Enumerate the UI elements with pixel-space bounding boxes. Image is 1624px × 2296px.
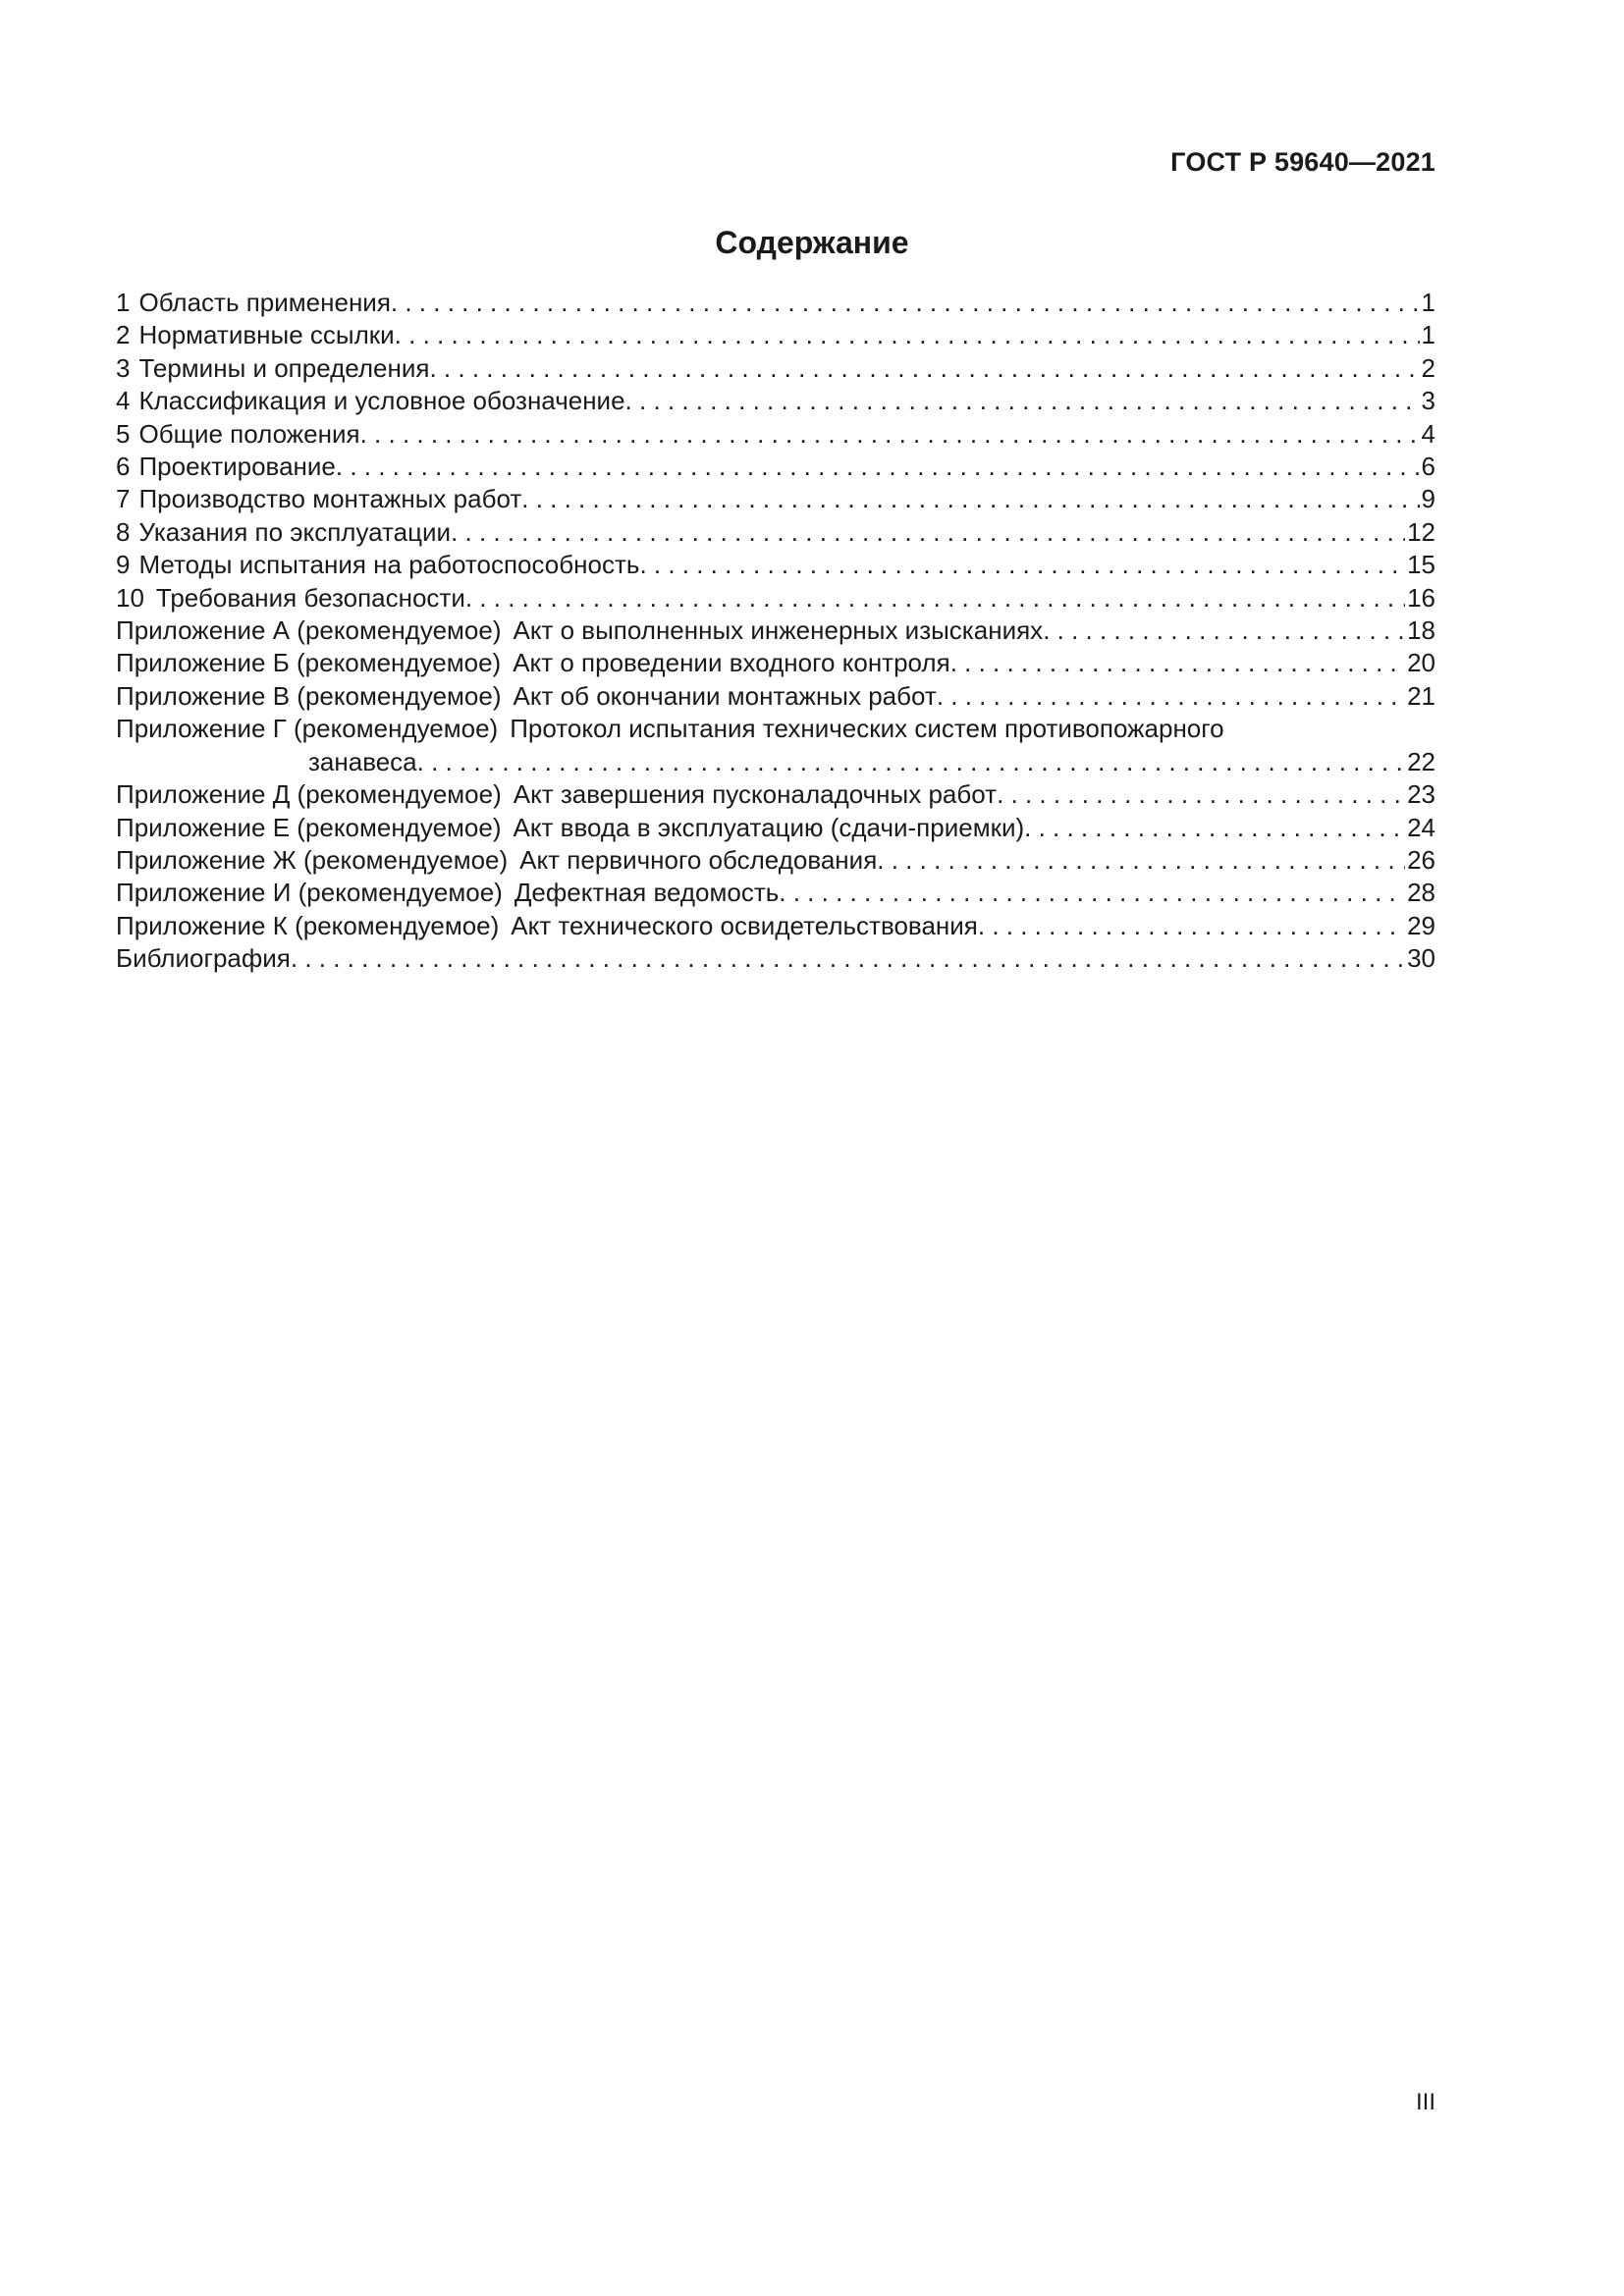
toc-entry-text: Приложение К (рекомендуемое) Акт технического освидетельствования	[116, 910, 978, 940]
toc-leader-dots	[521, 483, 1419, 515]
toc-leader-dots	[465, 582, 1405, 614]
toc-leader-dots	[391, 287, 1420, 319]
toc-entry-text: 8 Указания по эксплуатации	[116, 516, 452, 547]
page-number: III	[1415, 2089, 1435, 2115]
toc-entry-appendix-g[interactable]	[116, 713, 1435, 778]
toc-entry-section-10[interactable]	[116, 582, 1435, 614]
toc-page-number: 16	[1407, 582, 1435, 613]
toc-entry-section-4[interactable]	[116, 385, 1435, 417]
toc-entry-text: 2 Нормативные ссылки	[116, 320, 395, 350]
toc-entry-appendix-i[interactable]	[116, 877, 1435, 909]
toc-entry-text: 10 Требования безопасности	[116, 582, 465, 613]
toc-leader-dots	[291, 942, 1405, 975]
toc-entry-section-9[interactable]	[116, 549, 1435, 581]
toc-entry-text: Библиография	[116, 943, 291, 974]
toc-leader-dots	[417, 746, 1405, 778]
toc-entry-appendix-k[interactable]	[116, 910, 1435, 942]
toc-entry-section-1[interactable]	[116, 287, 1435, 319]
toc-entry-text: Приложение Г (рекомендуемое) Протокол испытания технических систем противопожарного	[116, 714, 1224, 744]
toc-leader-dots	[937, 680, 1405, 713]
toc-page-number: 22	[1407, 746, 1435, 776]
toc-page-number: 29	[1407, 910, 1435, 940]
toc-page-number: 6	[1421, 452, 1435, 482]
toc-page-number: 12	[1407, 516, 1435, 547]
toc-entry-text: Приложение Б (рекомендуемое) Акт о проведении входного контроля	[116, 648, 950, 678]
toc-page-number: 30	[1407, 943, 1435, 974]
toc-page-number: 24	[1407, 812, 1435, 842]
toc-entry-section-2[interactable]	[116, 319, 1435, 351]
toc-leader-dots	[877, 844, 1405, 877]
toc-title: Содержание	[715, 225, 909, 260]
toc-entry-section-5[interactable]	[116, 418, 1435, 451]
toc-entry-text: Приложение И (рекомендуемое) Дефектная ведомость	[116, 878, 780, 908]
toc-page-number: 4	[1421, 418, 1435, 449]
toc-leader-dots	[779, 877, 1405, 909]
table-of-contents	[116, 287, 1435, 976]
toc-entry-text: Приложение Д (рекомендуемое) Акт завершения пусконаладочных работ	[116, 779, 998, 810]
toc-page-number: 1	[1421, 288, 1435, 317]
toc-leader-dots	[336, 451, 1420, 483]
toc-entry-text: Приложение Ж (рекомендуемое) Акт первичного обследования	[116, 844, 878, 875]
toc-leader-dots	[625, 385, 1420, 417]
toc-entry-text: Приложение Е (рекомендуемое) Акт ввода в эксплуатацию (сдачи-приемки)	[116, 812, 1025, 842]
toc-page-number: 2	[1421, 352, 1435, 383]
toc-entry-appendix-a[interactable]	[116, 614, 1435, 647]
toc-entry-text: 3 Термины и определения	[116, 352, 430, 383]
toc-page-number: 3	[1421, 386, 1435, 416]
toc-entry-appendix-v[interactable]	[116, 680, 1435, 713]
toc-entry-section-7[interactable]	[116, 483, 1435, 515]
toc-entry-appendix-d[interactable]	[116, 778, 1435, 811]
toc-page-number: 9	[1421, 484, 1435, 514]
document-code: ГОСТ Р 59640—2021	[1170, 147, 1435, 177]
toc-entry-text: 6 Проектирование	[116, 452, 336, 482]
toc-entry-appendix-zh[interactable]	[116, 844, 1435, 877]
toc-leader-dots	[395, 319, 1420, 351]
toc-page-number: 20	[1407, 648, 1435, 678]
toc-entry-appendix-e[interactable]	[116, 812, 1435, 844]
toc-page-number: 18	[1407, 615, 1435, 646]
toc-leader-dots	[1024, 812, 1405, 844]
toc-entry-text: 1 Область применения	[116, 288, 391, 317]
toc-entry-appendix-b[interactable]	[116, 647, 1435, 679]
toc-entry-text: 9 Методы испытания на работоспособность	[116, 550, 640, 580]
toc-leader-dots	[639, 549, 1405, 581]
toc-entry-text: 5 Общие положения	[116, 418, 360, 449]
toc-leader-dots	[429, 352, 1419, 385]
toc-leader-dots	[978, 910, 1405, 942]
toc-leader-dots	[997, 778, 1405, 811]
toc-page-number: 1	[1421, 320, 1435, 350]
toc-entry-section-8[interactable]	[116, 516, 1435, 549]
toc-page-number: 15	[1407, 550, 1435, 580]
toc-entry-section-6[interactable]	[116, 451, 1435, 483]
toc-entry-text: Приложение В (рекомендуемое) Акт об окончании монтажных работ	[116, 680, 937, 711]
toc-entry-text: Приложение А (рекомендуемое) Акт о выполненных инженерных изысканиях	[116, 615, 1044, 646]
toc-entry-text-continuation: занавеса	[308, 746, 417, 776]
toc-leader-dots	[1043, 614, 1405, 647]
toc-entry-bibliography[interactable]	[116, 942, 1435, 975]
toc-leader-dots	[950, 647, 1405, 679]
toc-page-number: 26	[1407, 844, 1435, 875]
toc-leader-dots	[360, 418, 1420, 451]
toc-entry-text: 4 Классификация и условное обозначение	[116, 386, 625, 416]
toc-page-number: 23	[1407, 779, 1435, 810]
toc-page-number: 28	[1407, 878, 1435, 908]
toc-leader-dots	[451, 516, 1405, 549]
toc-page-number: 21	[1407, 680, 1435, 711]
toc-entry-section-3[interactable]	[116, 352, 1435, 385]
toc-entry-text: 7 Производство монтажных работ	[116, 484, 522, 514]
